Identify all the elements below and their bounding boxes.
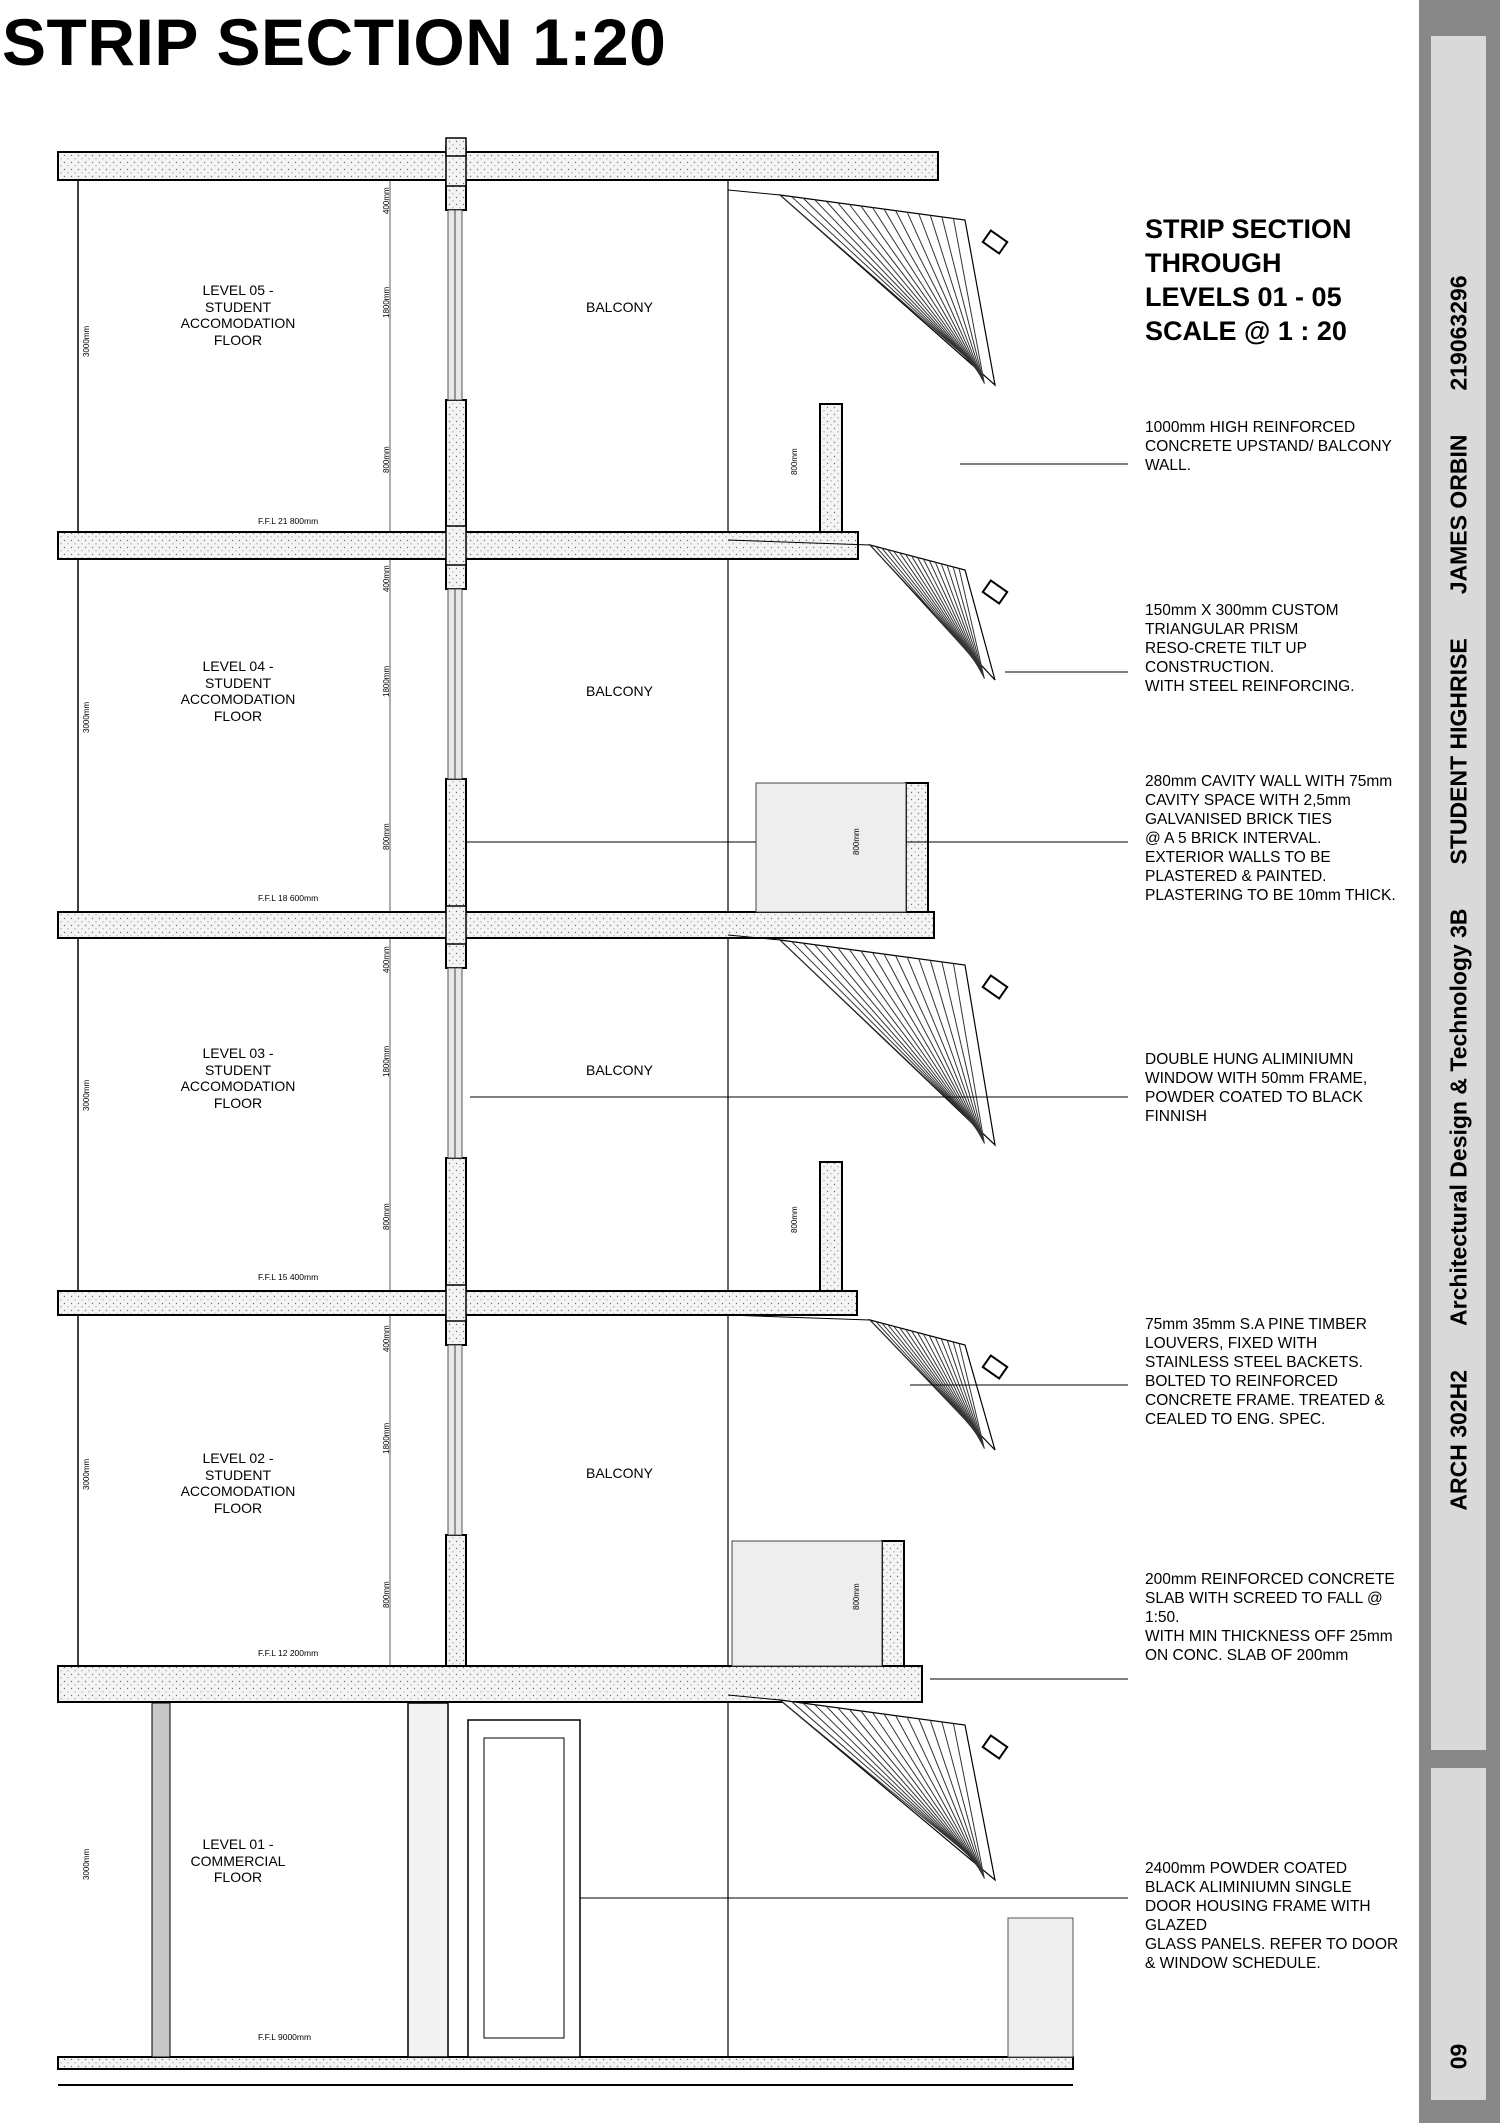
- door-frame: [408, 1703, 448, 2057]
- column: [446, 906, 466, 944]
- balcony-label-level-04: BALCONY: [586, 683, 653, 699]
- ffl-level-04: F.F.L 18 600mm: [258, 893, 319, 903]
- ffl-level-02: F.F.L 12 200mm: [258, 1648, 319, 1658]
- louver-bracket: [983, 1356, 1007, 1379]
- wall-sill: [446, 1535, 466, 1666]
- prism-edge: [728, 190, 780, 195]
- ffl-level-03: F.F.L 15 400mm: [258, 1272, 319, 1282]
- room-label-level-02: LEVEL 02 - STUDENT ACCOMODATION FLOOR: [180, 1450, 296, 1516]
- title-block-panel: [1431, 36, 1486, 1750]
- room-label-level-03: LEVEL 03 - STUDENT ACCOMODATION FLOOR: [180, 1045, 296, 1111]
- slab: [58, 912, 934, 938]
- dim-height-l04: 3000mm: [82, 701, 91, 733]
- note-upstand: 1000mm HIGH REINFORCED CONCRETE UPSTAND/ BALCONY WALL.: [1145, 419, 1392, 474]
- room-label-level-04: LEVEL 04 - STUDENT ACCOMODATION FLOOR: [180, 658, 296, 724]
- column: [446, 526, 466, 565]
- note-window: DOUBLE HUNG ALIMINIUMN WINDOW WITH 50mm FRAME, POWDER COATED TO BLACK FINNISH: [1145, 1051, 1368, 1125]
- dim-window-l05: 1800mm: [382, 286, 391, 318]
- balcony-label-level-03: BALCONY: [586, 1062, 653, 1078]
- balcony-infill: [756, 783, 906, 912]
- project-name: STUDENT HIGHRISE: [1445, 638, 1471, 865]
- dim-window-l02: 1800mm: [382, 1422, 391, 1454]
- wall-sill: [446, 400, 466, 532]
- dim-height-l03: 3000mm: [82, 1079, 91, 1111]
- dim-sill-l04: 800mm: [382, 823, 391, 850]
- note-prism: 150mm X 300mm CUSTOM TRIANGULAR PRISM RESO-CRETE TILT UP CONSTRUCTION. WITH STEEL REINFORCING.: [1145, 602, 1355, 695]
- balcony-label-level-05: BALCONY: [586, 299, 653, 315]
- wall-sill: [446, 779, 466, 912]
- slab: [58, 152, 938, 180]
- page-number: 09: [1445, 2043, 1471, 2070]
- note-louvers: 75mm 35mm S.A PINE TIMBER LOUVERS, FIXED WITH STAINLESS STEEL BACKETS. BOLTED TO REINFORCED CONCRETE FRAME. TREATED & CEALED TO ENG. SPEC.: [1145, 1316, 1385, 1428]
- note-cavity-wall: 280mm CAVITY WALL WITH 75mm CAVITY SPACE WITH 2,5mm GALVANISED BRICK TIES @ A 5 BRICK INTERVAL. EXTERIOR WALLS TO BE PLASTERED & PAINTED. PLASTERING TO BE 10mm THICK.: [1145, 773, 1396, 904]
- page-number-panel: [1431, 1768, 1486, 2100]
- dim-window-l04: 1800mm: [382, 665, 391, 697]
- ground-slab: [58, 2057, 1073, 2069]
- room-label-level-01: LEVEL 01 - COMMERCIAL FLOOR: [190, 1836, 286, 1885]
- wall-sill: [446, 1158, 466, 1291]
- dim-height-l05: 3000mm: [82, 325, 91, 357]
- dim-height-l02: 3000mm: [82, 1458, 91, 1490]
- dim-balustrade-l02: 800mm: [852, 1583, 861, 1610]
- louver-bracket: [983, 1736, 1007, 1759]
- balcony-label-level-02: BALCONY: [586, 1465, 653, 1481]
- dim-balustrade-l05: 800mm: [790, 448, 799, 475]
- dim-head-l02: 400mm: [382, 1325, 391, 1352]
- student-number: 219063296: [1445, 275, 1471, 391]
- course-code: ARCH 302H2: [1445, 1369, 1471, 1511]
- louver-bracket: [983, 231, 1007, 254]
- planter: [1008, 1918, 1073, 2057]
- title-block-sidebar: [1419, 0, 1500, 2123]
- dim-balustrade-l03: 800mm: [790, 1206, 799, 1233]
- balcony-upstand: [820, 1162, 842, 1291]
- louver-bracket: [983, 976, 1007, 999]
- dim-height-l01: 3000mm: [82, 1848, 91, 1880]
- section-heading: STRIP SECTION THROUGH LEVELS 01 - 05 SCALE @ 1 : 20: [1145, 214, 1352, 346]
- page-title: STRIP SECTION 1:20: [2, 5, 667, 79]
- column: [446, 1285, 466, 1321]
- dim-head-l05: 400mm: [382, 187, 391, 214]
- ffl-level-05: F.F.L 21 800mm: [258, 516, 319, 526]
- dim-head-l03: 400mm: [382, 946, 391, 973]
- balcony-upstand: [820, 404, 842, 532]
- dim-head-l04: 400mm: [382, 565, 391, 592]
- note-door: 2400mm POWDER COATED BLACK ALIMINIUMN SINGLE DOOR HOUSING FRAME WITH GLAZED GLASS PANELS. REFER TO DOOR & WINDOW SCHEDULE.: [1145, 1860, 1399, 1972]
- dim-balustrade-l04: 800mm: [852, 828, 861, 855]
- student-name: JAMES ORBIN: [1445, 434, 1471, 595]
- ffl-level-01: F.F.L 9000mm: [258, 2032, 312, 2042]
- title-block-text: [1445, 275, 1472, 1510]
- room-label-level-05: LEVEL 05 - STUDENT ACCOMODATION FLOOR: [180, 282, 296, 348]
- balcony-upstand: [906, 783, 928, 912]
- dim-sill-l05: 800mm: [382, 446, 391, 473]
- dim-sill-l03: 800mm: [382, 1203, 391, 1230]
- balcony-upstand: [882, 1541, 904, 1666]
- louver-bracket: [983, 581, 1007, 604]
- door-glazing: [484, 1738, 564, 2038]
- note-slab: 200mm REINFORCED CONCRETE SLAB WITH SCREED TO FALL @ 1:50. WITH MIN THICKNESS OFF 25mm ON CONC. SLAB OF 200mm: [1145, 1571, 1395, 1664]
- course-subject: Architectural Design & Technology 3B: [1445, 908, 1471, 1326]
- dim-window-l03: 1800mm: [382, 1045, 391, 1077]
- column-top: [446, 138, 466, 156]
- slab: [58, 1666, 922, 1702]
- dim-sill-l02: 800mm: [382, 1581, 391, 1608]
